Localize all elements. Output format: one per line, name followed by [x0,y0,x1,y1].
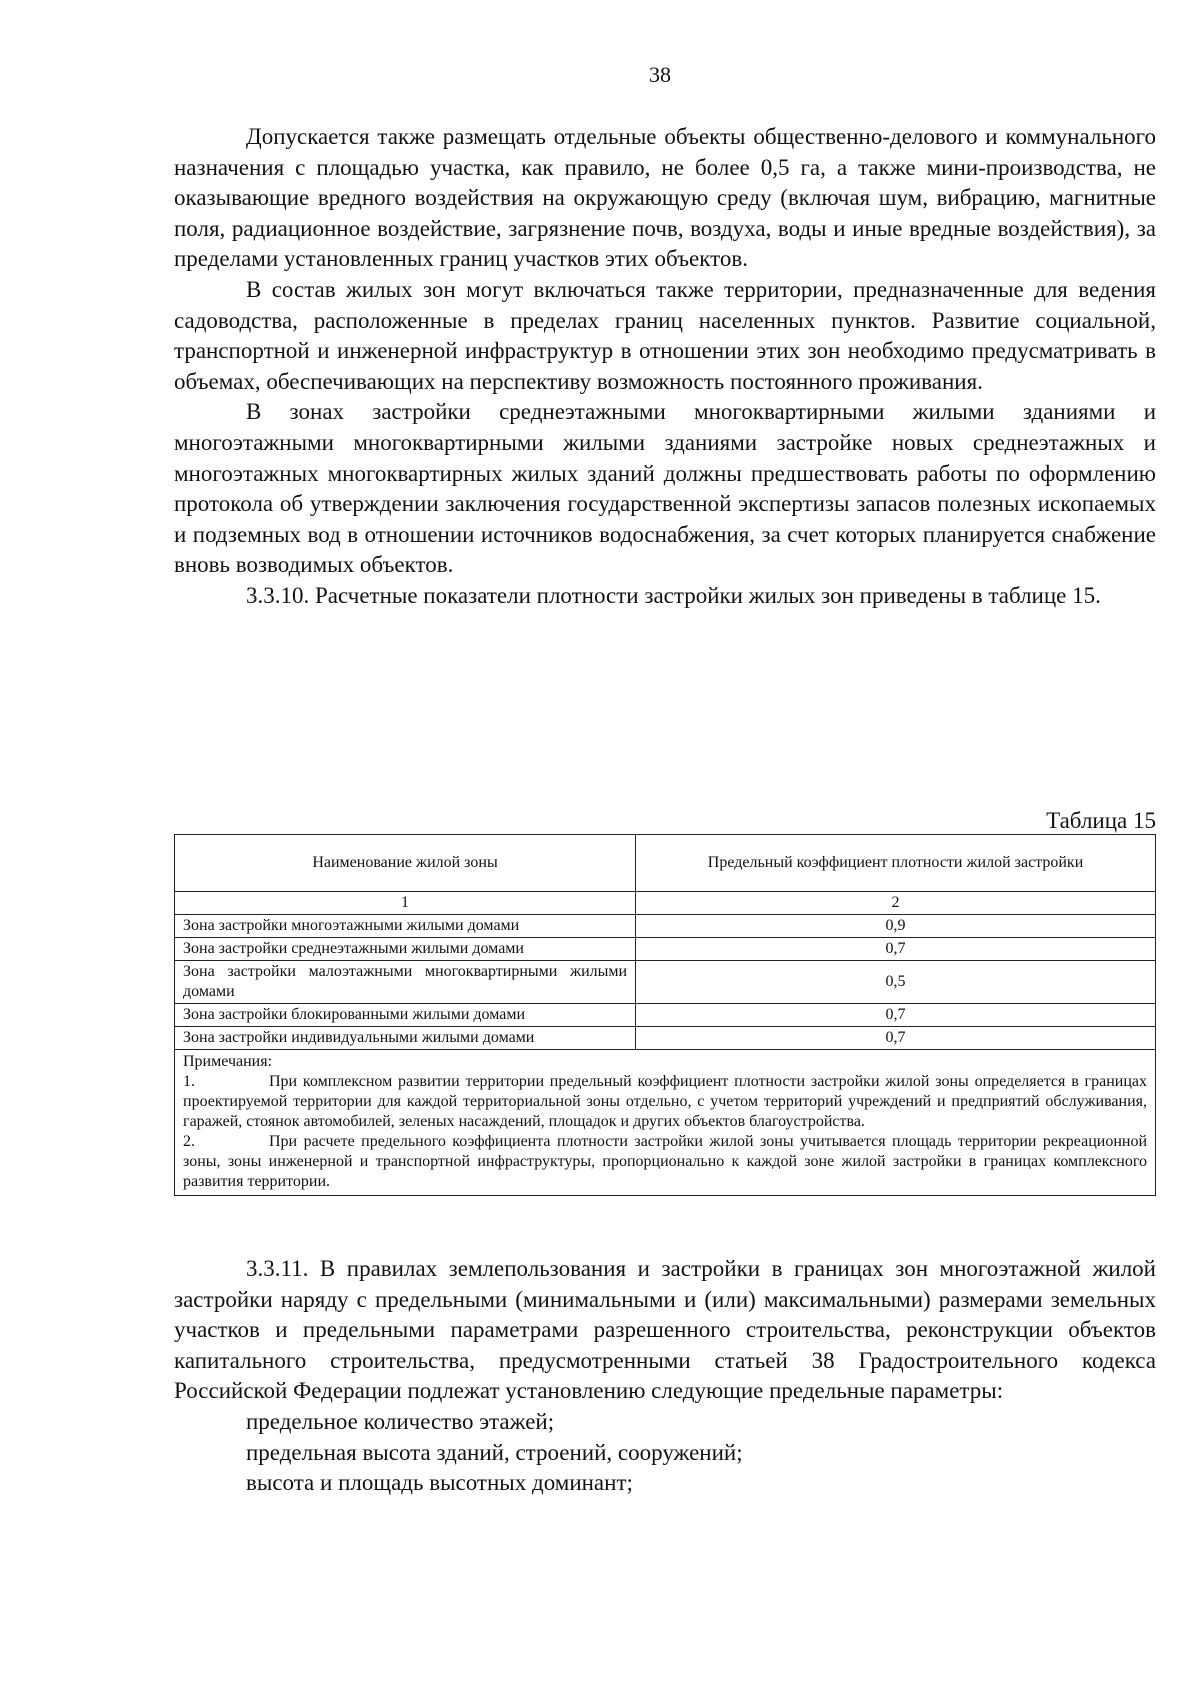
zone-name: Зона застройки индивидуальными жилыми домами [175,1027,636,1050]
notes-title: Примечания: [183,1053,273,1070]
table-header-row [175,835,1156,892]
table-caption: Таблица 15 [1046,808,1156,833]
zone-name: Зона застройки блокированными жилыми домами [175,1004,636,1027]
table-notes [175,1050,1156,1196]
zone-name: Зона застройки многоэтажными жилыми домами [175,915,636,938]
note-number: 2. [183,1133,195,1150]
note-text: При расчете предельного коэффициента плотности застройки жилой зоны учитывается площадь территории рекреационной зоны, зоны инженерной и транспортной инфраструктуры, пропорционально к каждой зоне жилой застройки в границах комплексного развития территории. [183,1133,1147,1190]
note-item [183,1132,1147,1192]
zone-name: Зона застройки среднеэтажными жилыми домами [175,938,636,961]
note-number: 1. [183,1073,195,1090]
paragraph: 3.3.11. В правилах землепользования и застройки в границах зон многоэтажной жилой застройки наряду с предельными (минимальными и (или) максимальными) размерами земельных участков и предельными параметрами разрешенного строительства, реконструкции объектов капитального строительства, предусмотренными статьей 38 Градостроительного кодекса Российской Федерации подлежат установлению следующие предельные параметры: [174,1256,1156,1404]
notes-row [175,1050,1156,1196]
note-text: При комплексном развитии территории предельный коэффициент плотности застройки жилой зоны определяется в границах проектируемой территории для каждой территориальной зоны отдельно, с учетом территорий учреждений и предприятий обслуживания, гаражей, стоянок автомобилей, зеленых насаждений, площадок и других объектов благоустройства. [183,1073,1147,1130]
paragraph: В состав жилых зон могут включаться также территории, предназначенные для ведения садоводства, расположенные в пределах границ населенных пунктов. Развитие социальной, транспортной и инженерной инфраструктур в отношении этих зон необходимо предусматривать в объемах, обеспечивающих на перспективу возможность постоянного проживания. [174,276,1156,394]
note-item [183,1072,1147,1132]
column-number: 2 [636,892,1156,915]
body-text-top [174,122,1156,612]
density-value: 0,9 [636,915,1156,938]
table-row [175,938,1156,961]
table-row [175,961,1156,1004]
table-row [175,1004,1156,1027]
body-text-bottom [174,1254,1156,1499]
density-value: 0,5 [636,961,1156,1004]
zone-name: Зона застройки малоэтажными многоквартирными жилыми домами [175,961,636,1004]
density-value: 0,7 [636,1004,1156,1027]
column-header: Предельный коэффициент плотности жилой застройки [636,835,1156,892]
column-number: 1 [175,892,636,915]
page-number: 38 [649,62,671,87]
list-item: высота и площадь высотных доминант; [246,1470,633,1496]
paragraph: В зонах застройки среднеэтажными многоквартирными жилыми зданиями и многоэтажными многоквартирными жилыми зданиями застройке новых среднеэтажных и многоэтажных многоквартирных жилых зданий должны предшествовать работы по оформлению протокола об утверждении заключения государственной экспертизы запасов полезных ископаемых и подземных вод в отношении источников водоснабжения, за счет которых планируется снабжение вновь возводимых объектов. [174,399,1156,578]
density-value: 0,7 [636,938,1156,961]
paragraph: 3.3.10. Расчетные показатели плотности застройки жилых зон приведены в таблице 15. [246,582,1101,608]
table-row [175,915,1156,938]
density-value: 0,7 [636,1027,1156,1050]
list-item: предельная высота зданий, строений, сооружений; [246,1439,743,1465]
density-table [174,834,1156,1196]
table-row [175,1027,1156,1050]
paragraph: Допускается также размещать отдельные объекты общественно-делового и коммунального назначения с площадью участка, как правило, не более 0,5 га, а также мини-производства, не оказывающие вредного воздействия на окружающую среду (включая шум, вибрацию, магнитные поля, радиационное воздействие, загрязнение почв, воздуха, воды и иные вредные воздействия), за пределами установленных границ участков этих объектов. [174,124,1156,272]
column-header: Наименование жилой зоны [175,835,636,892]
list-item: предельное количество этажей; [246,1408,555,1434]
column-number-row [175,892,1156,915]
